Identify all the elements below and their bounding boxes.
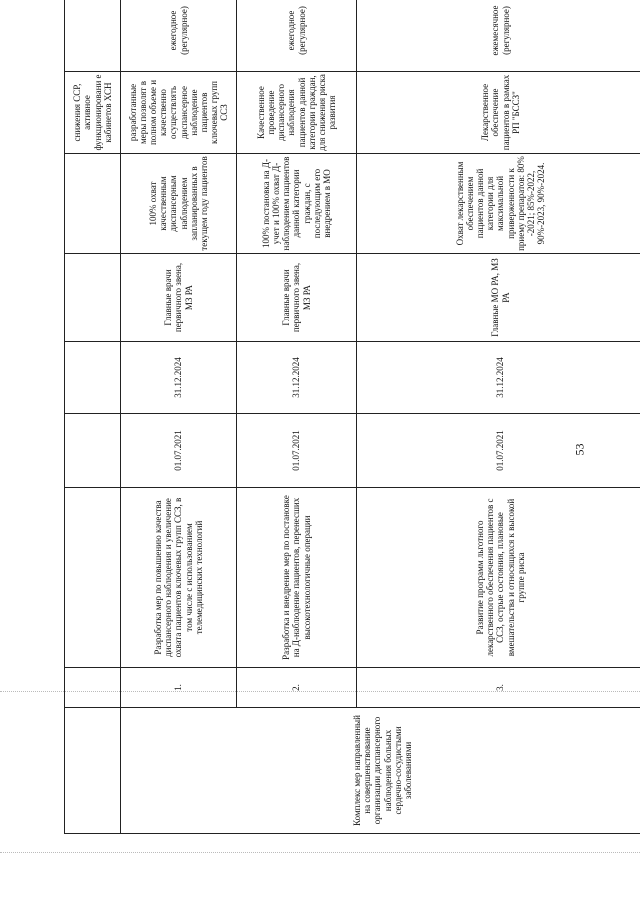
cell-goal-continued: снижения ССР, активное функционировани е кабинетов ХСН — [65, 72, 121, 154]
row-number: 2. — [237, 668, 357, 708]
indicator-cell: 100% постановка на Д-учет и 100% охват Д-наблюдением пациентов данной категории граждан, с последующим его внедрением в МО — [237, 154, 357, 254]
block-title-cell: Комплекс мер направленный на совершенствование организации диспансерного наблюдения больных сердечно-сосудистыми заболеваниями — [121, 708, 640, 834]
indicator-cell: Охват лекарственным обеспечением пациентов данной категории для максимальной приверженности к приему препаратов: 80% -2021; 85%-2022, 90%-2023, 90%-2024. — [357, 154, 640, 254]
cell-frequency-empty — [65, 0, 121, 72]
indicator-cell: 100% охват качественным диспансерным наблюдением запланированных в текущем году пациентов — [121, 154, 237, 254]
row-number: 3. — [357, 668, 640, 708]
cell-responsible-empty — [65, 254, 121, 342]
event-cell: Разработка мер по повышению качества диспансерного наблюдения и увеличение охвата пациентов ключевых групп ССЗ, в том числе с использованием телемедицинских технологий — [121, 488, 237, 668]
page-number: 53 — [572, 443, 587, 456]
result-cell: разработанные меры позволят в полном объеме и качественно осуществлять диспансерное наблюдение пациентов ключевых групп ССЗ — [121, 72, 237, 154]
start-date-cell: 01.07.2021 — [237, 414, 357, 488]
action-plan-table — [64, 0, 640, 834]
result-cell: Качественное проведение диспансерного наблюдения пациентов данной категории граждан, для снижения риска развития — [237, 72, 357, 154]
result-cell: Лекарственное обеспечение пациентов в рамках РП "БССЗ" — [357, 72, 640, 154]
cell-block-empty — [65, 708, 121, 834]
start-date-cell: 01.07.2021 — [121, 414, 237, 488]
responsible-cell: Главные врачи первичного звена, МЗ РА — [121, 254, 237, 342]
cell-event-empty — [65, 488, 121, 668]
start-date-cell: 01.07.2021 — [357, 414, 640, 488]
end-date-cell: 31.12.2024 — [121, 342, 237, 414]
event-cell: Разработка и внедрение мер по постановке на Д-наблюдение пациентов, перенесших высокотехнологичные операции — [237, 488, 357, 668]
frequency-cell: ежегодное (регулярное) — [237, 0, 357, 72]
end-date-cell: 31.12.2024 — [237, 342, 357, 414]
event-cell: Развитие программ льготного лекарственного обеспечения пациентов с ССЗ, острые состояния, плановые вмешательства и относящихся к высокой группе риска — [357, 488, 640, 668]
cell-indicator-empty — [65, 154, 121, 254]
continuation-row — [65, 0, 121, 834]
end-date-cell: 31.12.2024 — [357, 342, 640, 414]
responsible-cell: Главные МО РА, МЗ РА — [357, 254, 640, 342]
responsible-cell: Главные врачи первичного звена, МЗ РА — [237, 254, 357, 342]
cell-start-empty — [65, 414, 121, 488]
frequency-cell: ежемесячное (регулярное) — [357, 0, 640, 72]
scan-edge-line-bottom — [0, 852, 640, 853]
row-number: 1. — [121, 668, 237, 708]
cell-num-empty — [65, 668, 121, 708]
rotated-table-container — [64, 5, 640, 834]
frequency-cell: ежегодное (регулярное) — [121, 0, 237, 72]
table-row — [121, 0, 237, 834]
cell-end-empty — [65, 342, 121, 414]
